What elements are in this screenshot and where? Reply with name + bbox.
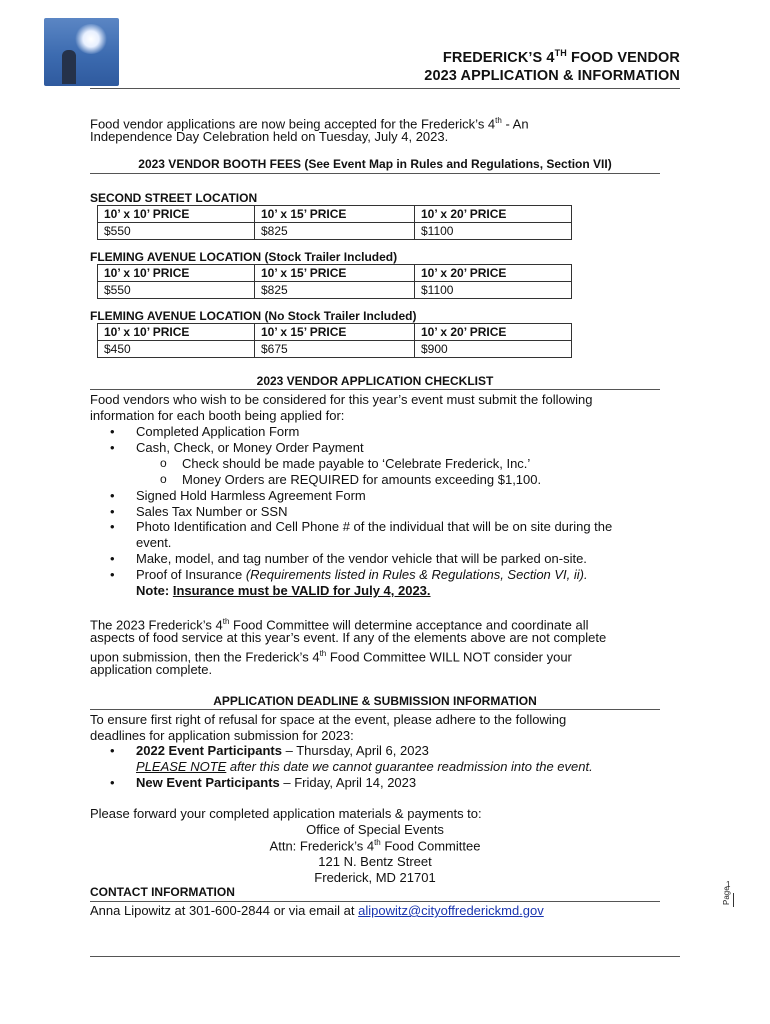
committee-line3: upon submission, then the Frederick’s 4th Food Committee WILL NOT consider your [90, 649, 572, 665]
fees-heading-rule [90, 173, 660, 174]
table-header: 10’ x 15’ PRICE [255, 324, 415, 341]
deadline-line1: To ensure first right of refusal for space at the event, please adhere to the following [90, 712, 567, 727]
committee-line2: aspects of food service at this year’s event. If any of the elements above are not complete [90, 630, 607, 645]
bullet: • [110, 775, 115, 790]
table-header: 10’ x 10’ PRICE [98, 206, 255, 223]
committee-line1: The 2023 Frederick’s 4th Food Committee will determine acceptance and coordinate all [90, 617, 589, 633]
bullet: • [110, 424, 115, 439]
deadline-heading: APPLICATION DEADLINE & SUBMISSION INFORMATION [213, 694, 537, 708]
checklist-item: Cash, Check, or Money Order Payment [136, 440, 364, 455]
event-logo [44, 18, 119, 86]
checklist-intro-line1: Food vendors who wish to be considered for this year’s event must submit the following [90, 392, 593, 407]
price-table-fleming-no-stock [97, 323, 572, 358]
deadline-line2: deadlines for application submission for 2023: [90, 728, 354, 743]
document-title-line1: FREDERICK’S 4TH FOOD VENDOR [442, 48, 680, 66]
contact-heading: CONTACT INFORMATION [90, 885, 235, 899]
checklist-item: Sales Tax Number or SSN [136, 504, 288, 519]
submission-attn: Attn: Frederick’s 4th Food Committee [269, 838, 481, 854]
table-cell: $1100 [415, 282, 572, 299]
checklist-item-continuation: event. [136, 535, 172, 550]
submission-street: 121 N. Bentz Street [318, 854, 432, 869]
bullet: • [110, 440, 115, 455]
deadline-heading-rule [90, 709, 660, 710]
bullet: • [110, 551, 115, 566]
checklist-heading: 2023 VENDOR APPLICATION CHECKLIST [256, 374, 494, 388]
table-cell: $450 [98, 341, 255, 358]
intro-line1: Food vendor applications are now being accepted for the Frederick’s 4th - An [90, 116, 529, 132]
deadline-item-new: New Event Participants – Friday, April 14, 2023 [136, 775, 417, 790]
bullet: • [110, 567, 115, 582]
price-table-fleming-stock [97, 264, 572, 299]
checklist-item: Completed Application Form [136, 424, 300, 439]
table-cell: $1100 [415, 223, 572, 240]
submission-city: Frederick, MD 21701 [314, 870, 436, 885]
bullet: • [110, 504, 115, 519]
intro-line2: Independence Day Celebration held on Tuesday, July 4, 2023. [90, 129, 449, 144]
page-label: Page [722, 886, 731, 905]
checklist-item: Photo Identification and Cell Phone # of the individual that will be on site during the [136, 519, 613, 534]
table-cell: $550 [98, 282, 255, 299]
submission-office: Office of Special Events [306, 822, 444, 837]
table-header: 10’ x 10’ PRICE [98, 265, 255, 282]
table-cell: $550 [98, 223, 255, 240]
checklist-item: Signed Hold Harmless Agreement Form [136, 488, 366, 503]
table-header: 10’ x 10’ PRICE [98, 324, 255, 341]
insurance-note: Note: Insurance must be VALID for July 4, 2023. [136, 583, 431, 598]
location-label-fleming-no-stock: FLEMING AVENUE LOCATION (No Stock Trailer Included) [90, 309, 417, 323]
bullet: • [110, 743, 115, 758]
location-label-second-street: SECOND STREET LOCATION [90, 191, 258, 205]
contact-heading-rule [90, 901, 660, 902]
table-cell: $825 [255, 223, 415, 240]
checklist-subitem: Money Orders are REQUIRED for amounts exceeding $1,100. [182, 472, 542, 487]
sub-bullet: o [160, 456, 167, 470]
page-marker-bar [733, 893, 736, 907]
document-title-line2: 2023 APPLICATION & INFORMATION [424, 68, 680, 84]
contact-text: Anna Lipowitz at 301-600-2844 or via email at alipowitz@cityoffrederickmd.gov [90, 903, 544, 918]
table-cell: $675 [255, 341, 415, 358]
checklist-intro-line2: information for each booth being applied for: [90, 408, 345, 423]
silhouette-graphic [62, 50, 76, 84]
contact-email-link[interactable]: alipowitz@cityoffrederickmd.gov [358, 903, 544, 918]
firework-graphic [74, 24, 108, 54]
table-header: 10’ x 20’ PRICE [415, 206, 572, 223]
table-header: 10’ x 20’ PRICE [415, 324, 572, 341]
committee-line4: application complete. [90, 662, 213, 677]
table-header: 10’ x 20’ PRICE [415, 265, 572, 282]
checklist-item-insurance: Proof of Insurance (Requirements listed in Rules & Regulations, Section VI, ii). [136, 567, 588, 582]
sub-bullet: o [160, 472, 167, 486]
table-cell: $900 [415, 341, 572, 358]
submission-intro: Please forward your completed application materials & payments to: [90, 806, 482, 821]
footer-rule [90, 956, 680, 957]
checklist-heading-rule [90, 389, 660, 390]
bullet: • [110, 488, 115, 503]
location-label-fleming-stock: FLEMING AVENUE LOCATION (Stock Trailer Included) [90, 250, 398, 264]
checklist-item: Make, model, and tag number of the vendor vehicle that will be parked on-site. [136, 551, 587, 566]
deadline-item-returning: 2022 Event Participants – Thursday, April 6, 2023 [136, 743, 429, 758]
booth-fees-heading: 2023 VENDOR BOOTH FEES (See Event Map in Rules and Regulations, Section VII) [138, 157, 612, 171]
table-header: 10’ x 15’ PRICE [255, 206, 415, 223]
page-number: 1 [726, 880, 731, 889]
checklist-subitem: Check should be made payable to ‘Celebrate Frederick, Inc.’ [182, 456, 531, 471]
table-cell: $825 [255, 282, 415, 299]
price-table-second-street [97, 205, 572, 240]
header-rule [90, 88, 680, 89]
table-header: 10’ x 15’ PRICE [255, 265, 415, 282]
deadline-note: PLEASE NOTE after this date we cannot guarantee readmission into the event. [136, 759, 593, 774]
bullet: • [110, 519, 115, 534]
